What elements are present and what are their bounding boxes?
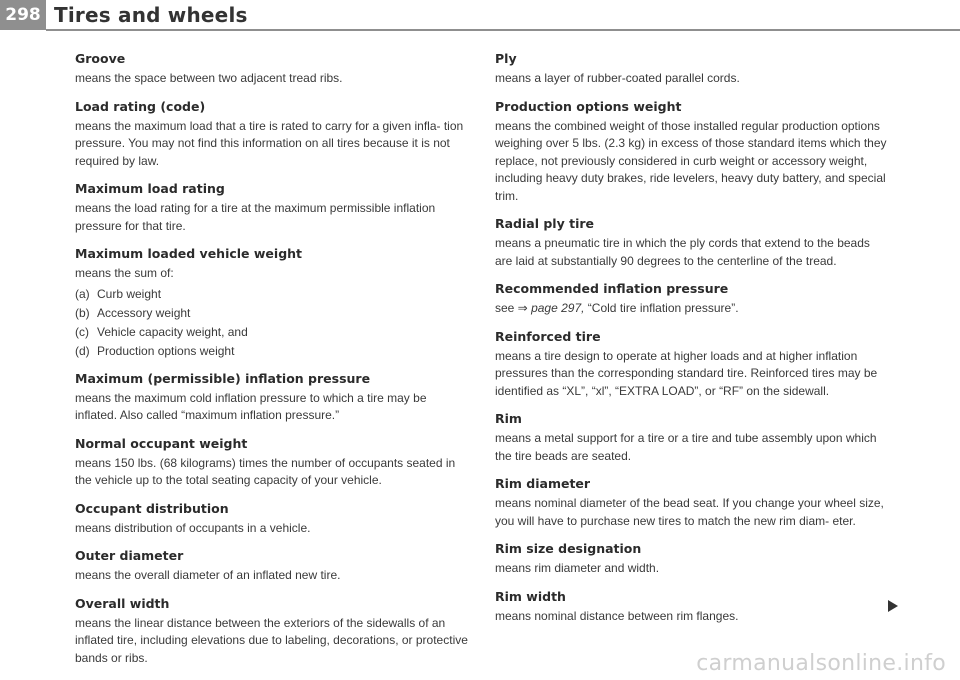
glossary-entry	[495, 280, 890, 318]
term-definition: means nominal diameter of the bead seat. If you change your wheel size, you will have to purchase new tires to match the new rim diam- eter.	[495, 496, 884, 528]
term-definition: means a pneumatic tire in which the ply cords that extend to the beads are laid at substantially 90 degrees to the centerline of the tread.	[495, 236, 870, 268]
term-definition	[495, 300, 890, 318]
glossary-entry	[75, 50, 470, 88]
glossary-entry	[75, 500, 470, 538]
term-heading: Outer diameter	[75, 548, 184, 563]
continue-arrow-icon	[888, 600, 898, 612]
term-definition: means a tire design to operate at higher loads and at higher inflation pressures than the corresponding standard tire. Reinforced tires may be identified as “XL”, “xl”, “EXTRA LOAD”, or “RF” on the sidewall.	[495, 348, 878, 398]
term-definition: means the load rating for a tire at the maximum permissible inflation pressure for that tire.	[75, 201, 436, 233]
glossary-entry	[495, 540, 890, 578]
term-heading: Load rating (code)	[75, 98, 206, 114]
term-definition: means a layer of rubber-coated parallel cords.	[495, 71, 740, 85]
term-definition: means the linear distance between the exteriors of the sidewalls of an inflated tire, including elevations due to labeling, decorations, or protective bands or ribs.	[75, 615, 468, 665]
glossary-entry	[495, 475, 890, 530]
term-definition: means distribution of occupants in a vehicle.	[75, 520, 311, 535]
list-item-text: Vehicle capacity weight, and	[97, 324, 248, 339]
list-item-text: Production options weight	[97, 343, 235, 358]
term-heading: Ply	[495, 51, 517, 66]
list-item-text: Curb weight	[97, 286, 162, 301]
term-heading: Rim size designation	[495, 541, 642, 556]
glossary-entry	[75, 180, 470, 235]
glossary-entry	[495, 588, 890, 626]
list-marker: (a)	[75, 286, 90, 301]
term-heading: Normal occupant weight	[75, 435, 248, 451]
term-definition: means a metal support for a tire or a tire and tube assembly upon which the tire beads are seated.	[495, 431, 877, 463]
left-column	[75, 50, 470, 677]
list-item	[75, 285, 470, 303]
page-number: 298	[0, 0, 46, 30]
page-header	[0, 0, 960, 32]
term-heading: Reinforced tire	[495, 328, 601, 344]
see-reference-suffix: “Cold tire inflation pressure”.	[584, 301, 739, 315]
glossary-entry	[75, 595, 470, 668]
section-title: Tires and wheels	[54, 3, 248, 27]
term-heading: Rim width	[495, 588, 566, 604]
term-definition: means the overall diameter of an inflated new tire.	[75, 568, 341, 582]
glossary-entry	[75, 547, 470, 585]
term-heading: Maximum (permissible) inflation pressure	[75, 370, 371, 386]
term-definition: means rim diameter and width.	[495, 561, 660, 575]
glossary-entry	[495, 410, 890, 465]
header-rule	[46, 29, 960, 31]
term-heading: Maximum loaded vehicle weight	[75, 246, 303, 261]
term-definition: means the maximum cold inflation pressure to which a tire may be inflated. Also called “maximum inflation pressure.”	[75, 390, 427, 422]
watermark: carmanualsonline.info	[696, 651, 946, 676]
list-item	[75, 342, 470, 360]
glossary-entry	[75, 245, 470, 360]
list-marker: (d)	[75, 343, 90, 358]
list-item	[75, 304, 470, 322]
term-definition: means the combined weight of those installed regular production options weighing over 5 lbs. (2.3 kg) in excess of those standard items which they replace, not previously considered in curb weight or accessory weight, including heavy duty brakes, ride levelers, heavy duty battery, and special trim.	[495, 118, 887, 203]
glossary-entry	[495, 328, 890, 401]
term-heading: Maximum load rating	[75, 181, 225, 196]
glossary-entry	[75, 435, 470, 490]
right-column	[495, 50, 890, 635]
term-heading: Occupant distribution	[75, 500, 229, 516]
list-item-text: Accessory weight	[97, 305, 191, 320]
glossary-entry	[495, 50, 890, 88]
term-definition: means 150 lbs. (68 kilograms) times the number of occupants seated in the vehicle up to the total seating capacity of your vehicle.	[75, 455, 456, 487]
term-heading: Radial ply tire	[495, 216, 594, 231]
term-heading: Rim diameter	[495, 476, 591, 491]
glossary-entry	[495, 215, 890, 270]
term-heading: Rim	[495, 411, 522, 426]
list-item	[75, 323, 470, 341]
term-heading: Overall width	[75, 595, 170, 611]
glossary-entry	[75, 98, 470, 171]
term-definition: means the sum of:	[75, 266, 174, 280]
page-reference-link[interactable]: page 297,	[531, 301, 585, 315]
term-definition: means the maximum load that a tire is rated to carry for a given infla- tion pressure. You may not find this information on all tires because it is not required by law.	[75, 118, 464, 168]
term-heading: Production options weight	[495, 98, 682, 114]
glossary-entry	[495, 98, 890, 206]
list-marker: (b)	[75, 305, 90, 320]
term-definition: means the space between two adjacent tread ribs.	[75, 71, 343, 85]
term-definition: means nominal distance between rim flanges.	[495, 608, 739, 623]
list-marker: (c)	[75, 324, 89, 339]
term-heading: Recommended inflation pressure	[495, 281, 729, 296]
see-reference-prefix: see ⇒	[495, 301, 532, 315]
term-heading: Groove	[75, 51, 126, 66]
glossary-entry	[75, 370, 470, 425]
weight-components-list	[75, 285, 470, 360]
